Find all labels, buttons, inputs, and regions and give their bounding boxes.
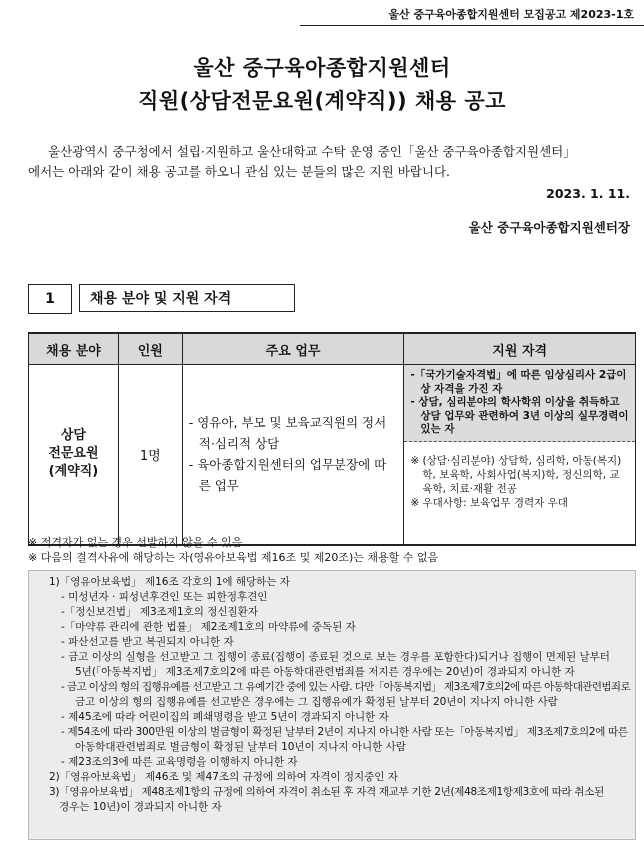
field-line: 상담 xyxy=(60,428,86,444)
list-item: 1)「영유아보육법」 제16조 각호의 1에 해당하는 자 xyxy=(49,576,290,588)
section-title: 채용 분야 및 지원 자격 xyxy=(79,284,295,312)
duty-item: - 육아종합지원센터의 업무분장에 따른 업무 xyxy=(188,457,387,494)
qualification-note: ※ 우대사항: 보육업무 경력자 우대 xyxy=(410,496,568,509)
list-item: - 제23조의3에 따른 교육명령을 이행하지 아니한 자 xyxy=(61,756,298,768)
disqualification-box xyxy=(28,570,636,840)
list-item: - 미성년자 · 피성년후견인 또는 피한정후견인 xyxy=(61,591,268,603)
page-subtitle: 직원(상담전문요원(계약직)) 채용 공고 xyxy=(138,89,506,113)
list-item: 5년(「아동복지법」 제3조제7호의2에 따른 아동학대관련범죄를 저지른 경우에는 20년)이 경과되지 아니한 자 xyxy=(75,666,575,678)
list-item: -「마약류 관리에 관한 법률」 제2조제1호의 마약류에 중독된 자 xyxy=(61,621,356,633)
qualifications-cell xyxy=(404,365,636,545)
list-item: - 금고 이상의 형의 집행유예를 선고받고 그 유예기간 중에 있는 사람. 다만「아동복지법」 제3조제7호의2에 따른 아동학대관련범죄로 xyxy=(61,681,630,693)
intro-line-2: 에서는 아래와 같이 채용 공고를 하오니 관심 있는 분들의 많은 지원 바랍니다. xyxy=(28,164,451,179)
qualification-notes xyxy=(404,442,635,516)
header-qualifications: 지원 자격 xyxy=(404,333,636,365)
table-row xyxy=(29,365,636,545)
list-item: 아동학대관련범죄로 벌금형이 확정된 날부터 10년이 지나지 아니한 사람 xyxy=(75,741,406,753)
qualification-note: ※ (상담·심리분야) 상담학, 심리학, 아동(복지)학, 보육학, 사회사업(복지)학, 정신의학, 교육학, 치료·재활 전공 xyxy=(410,454,622,495)
issuer-signature: 울산 중구육아종합지원센터장 xyxy=(468,220,630,235)
page-title: 울산 중구육아종합지원센터 xyxy=(193,56,451,80)
intro-paragraph xyxy=(28,142,630,182)
note-item: ※ 적격자가 없는 경우 선발하지 않을 수 있음 xyxy=(28,536,243,549)
list-item: 2)「영유아보육법」 제46조 및 제47조의 규정에 의하여 자격이 정지중인 자 xyxy=(49,771,398,783)
list-item: - 파산선고를 받고 복권되지 아니한 자 xyxy=(61,636,234,648)
list-item: 금고 이상의 형의 집행유예를 선고받은 경우에는 그 집행유예가 확정된 날부터 20년이 지나지 아니한 사람 xyxy=(75,696,558,708)
list-item: - 제45조에 따라 어린이집의 폐쇄명령을 받고 5년이 경과되지 아니한 자 xyxy=(61,711,389,723)
list-item: - 제54조에 따라 300만원 이상의 벌금형이 확정된 날부터 2년이 지나지 아니한 사람 또는「아동복지법」 제3조제7호의2에 따른 xyxy=(61,726,628,738)
header-field: 채용 분야 xyxy=(29,333,119,365)
list-item: 경우는 10년)이 경과되지 아니한 자 xyxy=(59,801,222,813)
section-number: 1 xyxy=(28,284,72,314)
intro-line-1: 울산광역시 중구청에서 설립·지원하고 울산대학교 수탁 운영 중인「울산 중구육아종합지원센터」 xyxy=(48,144,576,159)
count-cell: 1명 xyxy=(118,365,182,545)
table-header-row xyxy=(29,333,636,365)
list-item: 3)「영유아보육법」 제48조제1항의 규정에 의하여 자격이 취소된 후 자격 재교부 기한 2년(제48조제1항제3호에 따라 취소된 xyxy=(49,786,604,798)
header-count: 인원 xyxy=(118,333,182,365)
announcement-date: 2023. 1. 11. xyxy=(546,186,630,201)
header-rule xyxy=(300,25,644,26)
list-item: - 금고 이상의 실형을 선고받고 그 집행이 종료(집행이 종료된 것으로 보는 경우를 포함한다)되거나 집행이 면제된 날부터 xyxy=(61,651,610,663)
field-line: 전문요원 xyxy=(48,446,99,462)
note-item: ※ 다음의 결격사유에 해당하는 자(영유아보육법 제16조 및 제20조)는 채용할 수 없음 xyxy=(28,551,439,564)
field-cell xyxy=(29,365,119,545)
field-line: (계약직) xyxy=(48,464,99,480)
duties-cell xyxy=(182,365,404,545)
required-qualifications xyxy=(404,365,635,442)
header-duties: 주요 업무 xyxy=(182,333,404,365)
notice-number: 울산 중구육아종합지원센터 모집공고 제2023-1호 xyxy=(388,8,634,21)
recruitment-table xyxy=(28,332,636,546)
notes xyxy=(28,535,438,565)
list-item: -「정신보건법」 제3조제1호의 정신질환자 xyxy=(61,606,258,618)
duty-item: - 영유아, 부모 및 보육교직원의 정서적·심리적 상담 xyxy=(188,415,387,452)
qualification-item: -「국가기술자격법」에 따른 임상심리사 2급이상 자격을 가진 자 xyxy=(410,369,627,395)
qualification-item: - 상담, 심리분야의 학사학위 이상을 취득하고 상담 업무와 관련하여 3년 이상의 실무경력이 있는 자 xyxy=(410,396,629,435)
